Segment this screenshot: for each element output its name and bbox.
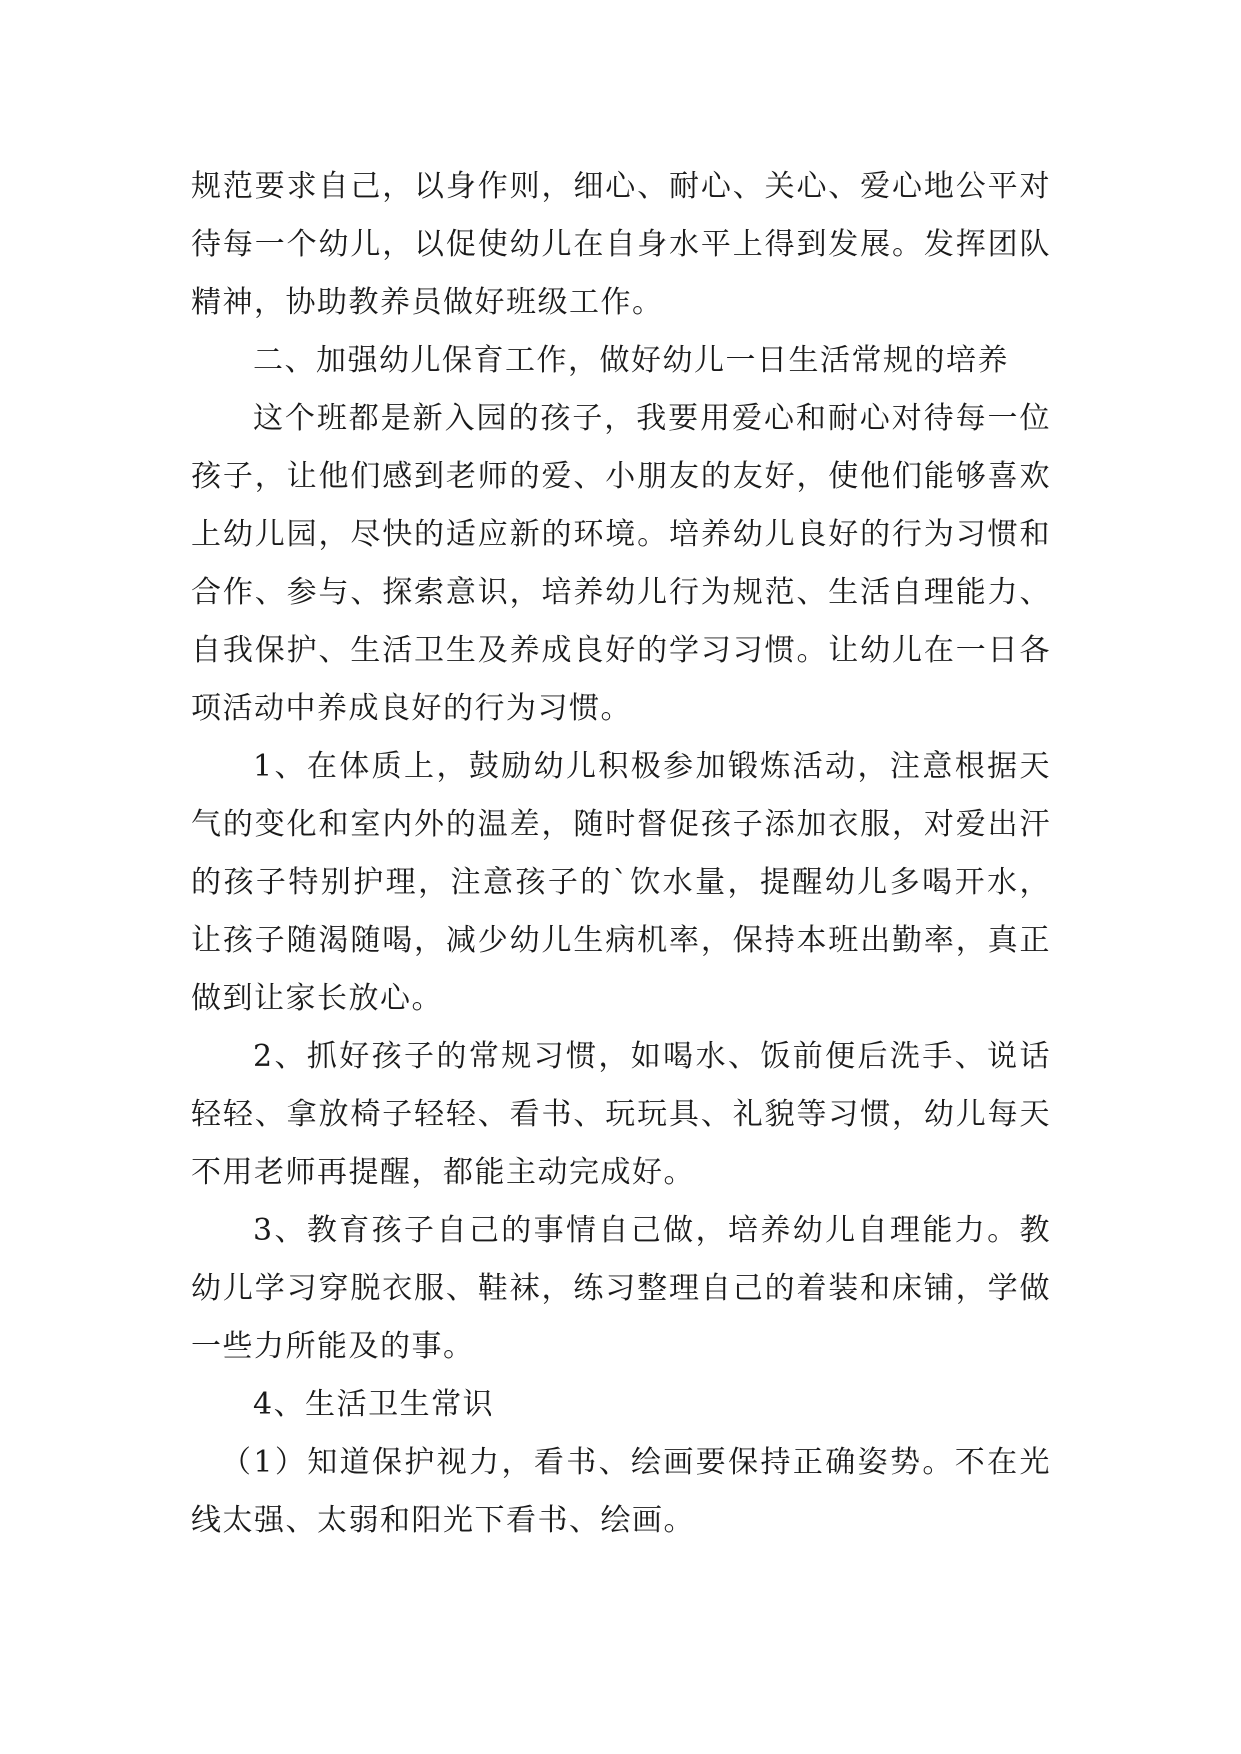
list-item-2: 2、抓好孩子的常规习惯，如喝水、饭前便后洗手、说话轻轻、拿放椅子轻轻、看书、玩玩具、礼貌等习惯，幼儿每天不用老师再提醒，都能主动完成好。 [191, 1039, 1051, 1190]
list-item-1: 1、在体质上，鼓励幼儿积极参加锻炼活动，注意根据天气的变化和室内外的温差，随时督促孩子添加衣服，对爱出汗的孩子特别护理，注意孩子的`饮水量，提醒幼儿多喝开水，让孩子随渴随喝，减少幼儿生病机率，保持本班出勤率，真正做到让家长放心。 [191, 749, 1051, 1016]
section-heading: 二、加强幼儿保育工作，做好幼儿一日生活常规的培养 [253, 343, 1009, 378]
list-item-3: 3、教育孩子自己的事情自己做，培养幼儿自理能力。教幼儿学习穿脱衣服、鞋袜，练习整理自己的着装和床铺，学做一些力所能及的事。 [191, 1213, 1051, 1364]
list-item-4-heading: 4、生活卫生常识 [253, 1387, 495, 1422]
paragraph-intro: 这个班都是新入园的孩子，我要用爱心和耐心对待每一位孩子，让他们感到老师的爱、小朋友的友好，使他们能够喜欢上幼儿园，尽快的适应新的环境。培养幼儿良好的行为习惯和合作、参与、探索意识，培养幼儿行为规范、生活自理能力、自我保护、生活卫生及养成良好的学习习惯。让幼儿在一日各项活动中养成良好的行为习惯。 [191, 401, 1051, 726]
document-body [191, 158, 1051, 1550]
sub-item-1: （1）知道保护视力，看书、绘画要保持正确姿势。不在光线太强、太弱和阳光下看书、绘画。 [191, 1445, 1051, 1538]
paragraph-continuation: 规范要求自己，以身作则，细心、耐心、关心、爱心地公平对待每一个幼儿，以促使幼儿在自身水平上得到发展。发挥团队精神，协助教养员做好班级工作。 [191, 169, 1051, 320]
